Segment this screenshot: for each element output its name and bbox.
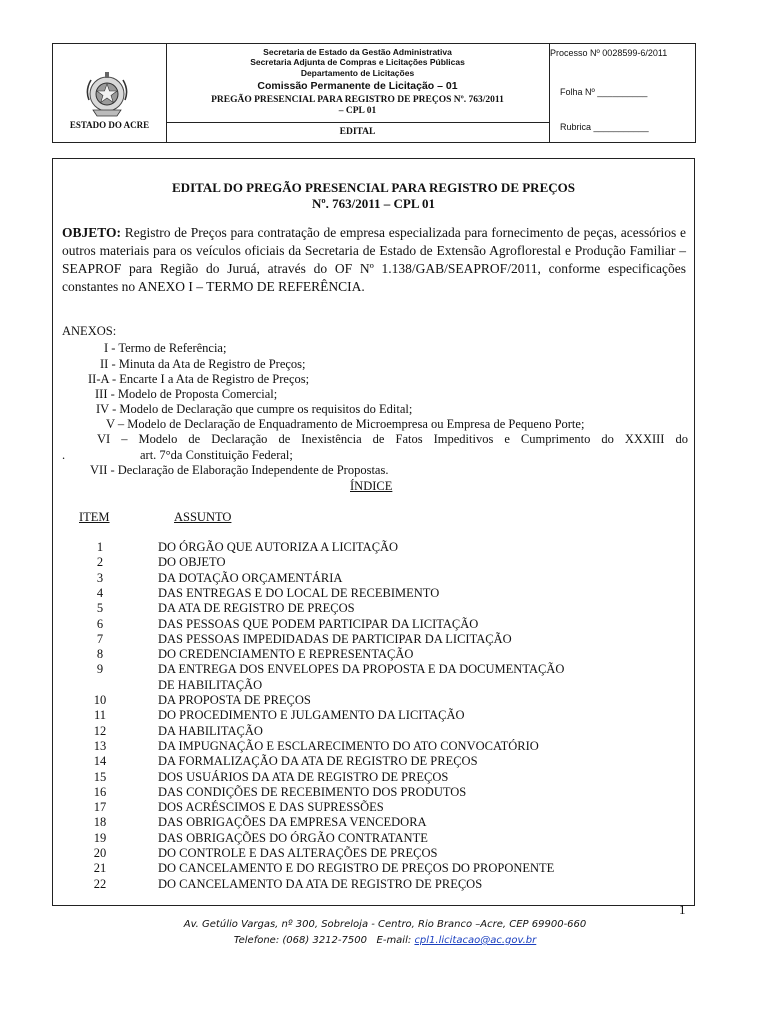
item-column-header: ITEM	[79, 510, 110, 524]
anexo-item: IV - Modelo de Declaração que cumpre os requisitos do Edital;	[96, 402, 413, 416]
index-item-number: 20	[93, 846, 107, 860]
index-item-number: 15	[93, 769, 107, 784]
index-item-subject: DA HABILITAÇÃO	[158, 723, 263, 738]
index-item-number: 7	[96, 631, 104, 646]
index-item-subject: DA ATA DE REGISTRO DE PREÇOS	[158, 601, 355, 616]
index-item-number: 18	[93, 815, 107, 830]
document-body	[52, 158, 695, 906]
footer-email-label: E-mail:	[376, 935, 412, 946]
document-subtitle: Nº. 763/2011 – CPL 01	[311, 196, 436, 211]
anexo-item: VII - Declaração de Elaboração Independente de Propostas.	[90, 463, 389, 477]
index-item-subject: DAS OBRIGAÇÕES DO ÓRGÃO CONTRATANTE	[158, 830, 428, 845]
index-item-number: 10	[93, 693, 107, 707]
footer-address: Av. Getúlio Vargas, nº 300, Sobreloja - Centro, Rio Branco –Acre, CEP 69900-660	[183, 919, 587, 930]
index-item-subject: DO CANCELAMENTO E DO REGISTRO DE PREÇOS DO PROPONENTE	[158, 861, 555, 876]
stray-dot: .	[62, 448, 66, 462]
index-item-subject: DOS ACRÉSCIMOS E DAS SUPRESSÕES	[158, 800, 384, 815]
index-item-number: 5	[96, 601, 104, 616]
index-item-subject: DA DOTAÇÃO ORÇAMENTÁRIA	[158, 570, 343, 585]
index-item-subject: DO CANCELAMENTO DA ATA DE REGISTRO DE PREÇOS	[158, 876, 483, 891]
rubrica-field: Rubrica ___________	[560, 122, 649, 132]
anexos-label: ANEXOS:	[62, 324, 117, 338]
index-item-subject: DAS ENTREGAS E DO LOCAL DE RECEBIMENTO	[158, 585, 440, 600]
index-item-subject: DO CONTROLE E DAS ALTERAÇÕES DE PREÇOS	[158, 846, 438, 860]
index-item-number: 22	[93, 876, 107, 891]
page-number: 1	[679, 902, 686, 917]
document-header	[52, 43, 696, 143]
index-item-subject: DAS PESSOAS QUE PODEM PARTICIPAR DA LICITAÇÃO	[158, 616, 479, 631]
index-item-number: 1	[96, 540, 104, 554]
anexo-item: VI – Modelo de Declaração de Inexistência de Fatos Impeditivos e Cumprimento do XXXIII do	[97, 432, 688, 446]
folha-field: Folha Nº __________	[560, 87, 648, 97]
header-line-cpl: – CPL 01	[338, 106, 377, 116]
index-item-subject: DO PROCEDIMENTO E JULGAMENTO DA LICITAÇÃO	[158, 708, 465, 723]
index-item-number: 8	[96, 647, 104, 662]
index-item-number: 17	[93, 800, 107, 815]
index-item-subject: DO OBJETO	[158, 555, 226, 570]
state-coat-of-arms-icon	[81, 70, 133, 122]
index-item-number: 9	[96, 662, 104, 677]
anexo-item: III - Modelo de Proposta Comercial;	[95, 387, 278, 401]
anexo-item: II - Minuta da Ata de Registro de Preços;	[100, 357, 306, 371]
footer-email-link[interactable]: cpl1.licitacao@ac.gov.br	[414, 935, 537, 946]
header-title-cell	[166, 44, 550, 142]
index-item-subject: DA IMPUGNAÇÃO E ESCLARECIMENTO DO ATO CONVOCATÓRIO	[158, 738, 539, 753]
header-divider	[166, 122, 549, 123]
index-item-number: 4	[96, 585, 104, 600]
header-line-adjunct: Secretaria Adjunta de Compras e Licitações Públicas	[250, 57, 465, 67]
objeto-text: Registro de Preços para contratação de empresa especializada para fornecimento de peças, acessórios e outros materiais para os veículos oficiais da Secretaria de Estado de Extensão Agroflorestal e Produção Familiar – SEAPROF para Região do Juruá, através do OF Nº 1.138/GAB/SEAPROF/2011, conforme especificações constantes no ANEXO I – TERMO DE REFERÊNCIA.	[62, 225, 687, 294]
anexo-item: II-A - Encarte I a Ata de Registro de Preços;	[88, 372, 310, 386]
state-label: ESTADO DO ACRE	[69, 120, 150, 130]
index-item-number: 14	[93, 754, 107, 769]
footer-contact	[0, 935, 770, 946]
index-item-subject: DOS USUÁRIOS DA ATA DE REGISTRO DE PREÇOS	[158, 769, 449, 784]
index-item-number: 21	[93, 861, 107, 876]
index-item-number: 2	[96, 555, 104, 570]
header-seal-cell	[53, 44, 167, 142]
index-item-subject: DA ENTREGA DOS ENVELOPES DA PROPOSTA E DA DOCUMENTAÇÃO	[158, 662, 565, 677]
header-line-edital: EDITAL	[339, 127, 376, 137]
header-line-pregao: PREGÃO PRESENCIAL PARA REGISTRO DE PREÇOS Nº. 763/2011	[211, 95, 504, 105]
anexo-item: I - Termo de Referência;	[104, 341, 227, 355]
index-item-number: 3	[96, 570, 104, 585]
index-item-number: 11	[93, 708, 107, 723]
objeto-label: OBJETO:	[62, 225, 122, 240]
index-item-subject: DA PROPOSTA DE PREÇOS	[158, 693, 311, 707]
index-item-number: 12	[93, 723, 107, 738]
footer-phone: Telefone: (068) 3212-7500	[233, 935, 367, 946]
objeto-paragraph	[62, 224, 686, 296]
header-line-commission: Comissão Permanente de Licitação – 01	[257, 80, 458, 92]
header-line-department: Departamento de Licitações	[300, 68, 415, 78]
index-item-subject: DA FORMALIZAÇÃO DA ATA DE REGISTRO DE PREÇOS	[158, 754, 478, 769]
header-process-cell	[550, 44, 695, 142]
index-item-number: 13	[93, 738, 107, 753]
index-item-subject: DO ÓRGÃO QUE AUTORIZA A LICITAÇÃO	[158, 540, 399, 554]
indice-heading: ÍNDICE	[350, 479, 393, 493]
document-title: EDITAL DO PREGÃO PRESENCIAL PARA REGISTRO DE PREÇOS	[172, 180, 575, 195]
index-item-subject: DO CREDENCIAMENTO E REPRESENTAÇÃO	[158, 647, 414, 662]
index-item-subject: DAS OBRIGAÇÕES DA EMPRESA VENCEDORA	[158, 815, 427, 830]
process-number: Processo Nº 0028599-6/2011	[550, 48, 668, 58]
anexo-item: V – Modelo de Declaração de Enquadramento de Microempresa ou Empresa de Pequeno Porte;	[106, 417, 585, 431]
assunto-column-header: ASSUNTO	[174, 510, 232, 524]
header-line-secretariat: Secretaria de Estado da Gestão Administrativa	[263, 47, 452, 57]
index-item-subject: DE HABILITAÇÃO	[158, 677, 263, 692]
index-item-subject: DAS CONDIÇÕES DE RECEBIMENTO DOS PRODUTOS	[158, 784, 467, 799]
index-item-number: 6	[96, 616, 104, 631]
index-item-number: 19	[93, 830, 107, 845]
index-item-number: 16	[93, 784, 107, 799]
anexo-item-continued: art. 7°da Constituição Federal;	[140, 448, 293, 462]
index-item-subject: DAS PESSOAS IMPEDIDADAS DE PARTICIPAR DA LICITAÇÃO	[158, 631, 512, 646]
